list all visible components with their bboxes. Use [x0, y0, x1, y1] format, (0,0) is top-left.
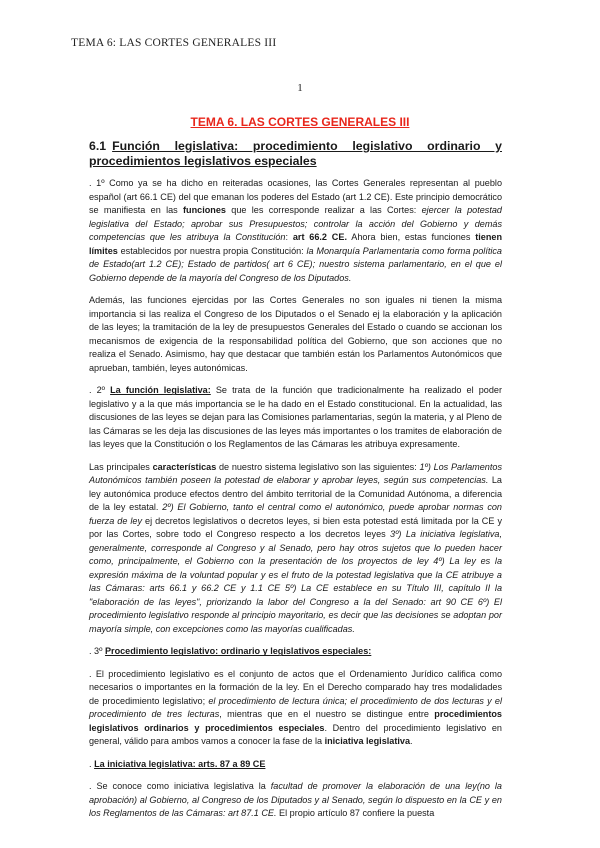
section-heading	[89, 139, 502, 169]
section-title: Función legislativa: procedimiento legislativo ordinario y procedimientos legislativos especiales	[89, 139, 502, 169]
paragraph-functions: . 1º Como ya se ha dicho en reiteradas ocasiones, las Cortes Generales representan al pueblo español (art 66.1 CE) del que emanan los poderes del Estado (art 1.2 CE). Este principio democrático se manifiesta en las funciones que les corresponde realizar a las Cortes: ejercer la potestad legislativa del Estado; aprobar sus Presupuestos; controlar la acción del Gobierno y demás competencias que les atribuya la Constitución: art 66.2 CE. Ahora bien, estas funciones tienen límites establecidos por nuestra propia Constitución: la Monarquía Parlamentaria como forma política de Estado(art 1.2 CE); Estado de partidos( art 6 CE); nuestro sistema parlamentario, en el que el Gobierno depende de la mayoría del Congreso de los Diputados.	[89, 178, 502, 283]
paragraph-procedure: . El procedimiento legislativo es el conjunto de actos que el Ordenamiento Jurídico califica como necesarios o importantes en la formación de la ley. En el Derecho comparado hay tres modalidades de procedimiento legislativo; el procedimiento de lectura única; el procedimiento de dos lecturas y el procedimiento de tres lecturas, mientras que en el nuestro se distingue entre procedimientos legislativos ordinarios y procedimientos especiales. Dentro del procedimiento legislativo en general, válido para ambos vamos a conocer la fase de la iniciativa legislativa.	[89, 668, 503, 747]
page-number: 1	[297, 82, 303, 94]
paragraph-legislative-function: . 2º La función legislativa: Se trata de la función que tradicionalmente ha realizado el poder legislativo y a la que más importancia se le ha dado en el Estado constitucional. En la actualidad, las discusiones de las leyes se dejan para las Comisiones parlamentarias, según la materia, y al Pleno de las Cámaras se les deja las discusiones de las leyes más importantes o los tramites de elaboración de las leyes que la Constitución o los Reglamentos de las Cámaras les atribuya expresamente.	[89, 385, 502, 450]
section-number: 6.1	[89, 139, 107, 153]
document-body	[89, 139, 502, 830]
paragraph-differences: Además, las funciones ejercidas por las Cortes Generales no son iguales ni tienen la misma importancia si las realiza el Congreso de los Diputados o el Senado ej la elaboración y la aplicación de las leyes; la tramitación de la ley de presupuestos Generales del Estado o cuando se accionan los mecanismos de exigencia de la responsabilidad política del Gobierno, que son acciones que no realiza el Senado. Asimismo, hay que destacar que también están los Parlamentos Autonómicos que aprueban, también, leyes autonómicas.	[89, 295, 502, 373]
paragraph-characteristics: Las principales características de nuestro sistema legislativo son las siguientes: 1º) Los Parlamentos Autonómicos también poseen la potestad de elaborar y aprobar leyes, según sus competencias. La ley autonómica produce efectos dentro del ámbito territorial de la Comunidad Autónoma, a diferencia de la ley estatal. 2º) El Gobierno, tanto el central como el autonómico, puede aprobar normas con fuerza de ley ej decretos legislativos o decretos leyes, si bien esta potestad está limitada por la CE y por las Cortes, sobre todo el Congreso respecto a los decretos leyes 3º) La iniciativa legislativa, generalmente, corresponde al Congreso y al Senado, pero hay otros sujetos que lo pueden hacer como, principalmente, el Gobierno con la presentación de los proyectos de ley 4º) La ley es la expresión máxima de la voluntad popular y es el fruto de la potestad legislativa que la CE atribuye a las Cámaras: arts 66.1 y 66.2 CE y 1.1 CE 5º) La CE establece en su Título III, capítulo II la "elaboración de las leyes", priorizando la labor del Congreso a la del Senado: art 90 CE 6º) El procedimiento legislativo responde al principio mayoritario, es decir que las decisiones se adoptan por mayoría simple, con excepciones como las mayorías cualificadas.	[89, 461, 502, 634]
subheading-initiative: . La iniciativa legislativa: arts. 87 a 89 CE	[89, 758, 266, 769]
document-title: TEMA 6. LAS CORTES GENERALES III	[190, 115, 410, 129]
subheading-procedure: . 3º Procedimiento legislativo: ordinario y legislativos especiales:	[89, 646, 372, 657]
subheading-legislative-function: La función legislativa:	[110, 385, 211, 396]
running-header: TEMA 6: LAS CORTES GENERALES III	[71, 37, 277, 49]
paragraph-initiative: . Se conoce como iniciativa legislativa la facultad de promover la elaboración de una ley(no la aprobación) al Gobierno, al Congreso de los Diputados y al Senado, según lo dispuesto en la CE y en los Reglamentos de las Cámaras: art 87.1 CE. El propio artículo 87 confiere la puesta	[89, 781, 502, 819]
